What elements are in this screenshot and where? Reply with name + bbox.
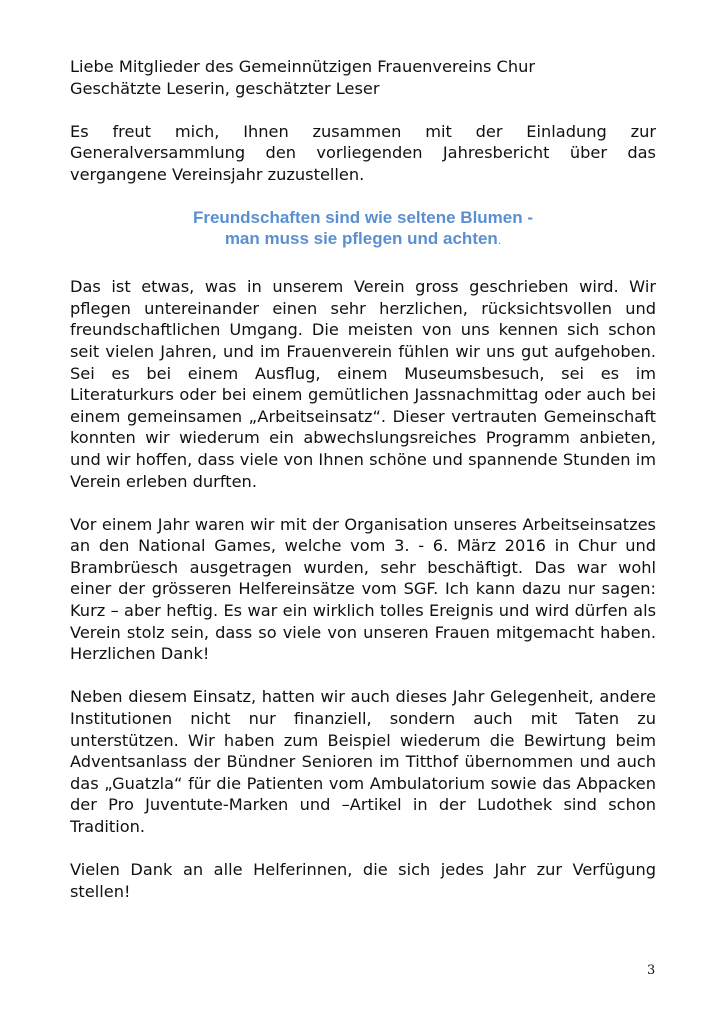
quote-end-mark: . xyxy=(497,233,502,248)
page-number: 3 xyxy=(647,963,656,978)
salutation-line-2: Geschätzte Leserin, geschätzter Leser xyxy=(70,78,380,98)
paragraph-thanks: Vielen Dank an alle Helferinnen, die sich jedes Jahr zur Verfügung stellen! xyxy=(70,860,656,901)
spacer xyxy=(70,492,656,514)
spacer xyxy=(70,186,656,208)
letter-body xyxy=(70,56,656,902)
spacer xyxy=(70,838,656,860)
paragraph-community: Das ist etwas, was in unserem Verein gross geschrieben wird. Wir pflegen untereinander einen sehr herzlichen, rücksichtsvollen und freundschaftlichen Umgang. Die meisten von uns kennen sich schon seit vielen Jahren, und im Frauenverein fühlen wir uns gut aufgehoben. Sei es bei einem Ausflug, einem Museumsbesuch, sei es im Literaturkurs oder bei einem gemütlichen Jassnachmittag oder auch bei einem gemeinsamen „Arbeitseinsatz“. Dieser vertrauten Gemeinschaft konnten wir wiederum ein abwechslungsreiches Programm anbieten, und wir hoffen, dass viele von Ihnen schöne und spannende Stunden im Verein erleben durften. xyxy=(70,277,656,491)
quote-line-1: Freundschaften sind wie seltene Blumen - xyxy=(192,208,534,228)
paragraph-national-games: Vor einem Jahr waren wir mit der Organisation unseres Arbeitseinsatzes an den National Games, welche vom 3. - 6. März 2016 in Chur und Brambrüesch ausgetragen wurden, sehr beschäftigt. Das war wohl einer der grösseren Helfereinsätze vom SGF. Ich kann dazu nur sagen: Kurz – aber heftig. Es war ein wirklich tolles Ereignis und wird dürfen als Verein stolz sein, dass so viele von unseren Frauen mitgemacht haben. Herzlichen Dank! xyxy=(70,514,656,664)
spacer xyxy=(70,251,656,276)
quote-line-2 xyxy=(70,228,656,251)
quote-line-2-text: man muss sie pflegen und achten xyxy=(224,229,498,249)
paragraph-institutions: Neben diesem Einsatz, hatten wir auch dieses Jahr Gelegenheit, andere Institutionen nicht nur finanziell, sondern auch mit Taten zu unterstützen. Wir haben zum Beispiel wiederum die Bewirtung beim Adventsanlass der Bündner Senioren im Titthof übernommen und auch das „Guatzla“ für die Patienten vom Ambulatorium sowie das Abpacken der Pro Juventute-Marken und –Artikel in der Ludothek sind schon Tradition. xyxy=(70,687,656,836)
spacer xyxy=(70,665,656,687)
salutation-line-1: Liebe Mitglieder des Gemeinnützigen Frauenvereins Chur xyxy=(70,57,536,76)
intro-paragraph: Es freut mich, Ihnen zusammen mit der Einladung zur Generalversammlung den vorliegenden Jahresbericht über das vergangene Vereinsjahr zuzustellen. xyxy=(70,121,656,184)
spacer xyxy=(70,99,656,121)
